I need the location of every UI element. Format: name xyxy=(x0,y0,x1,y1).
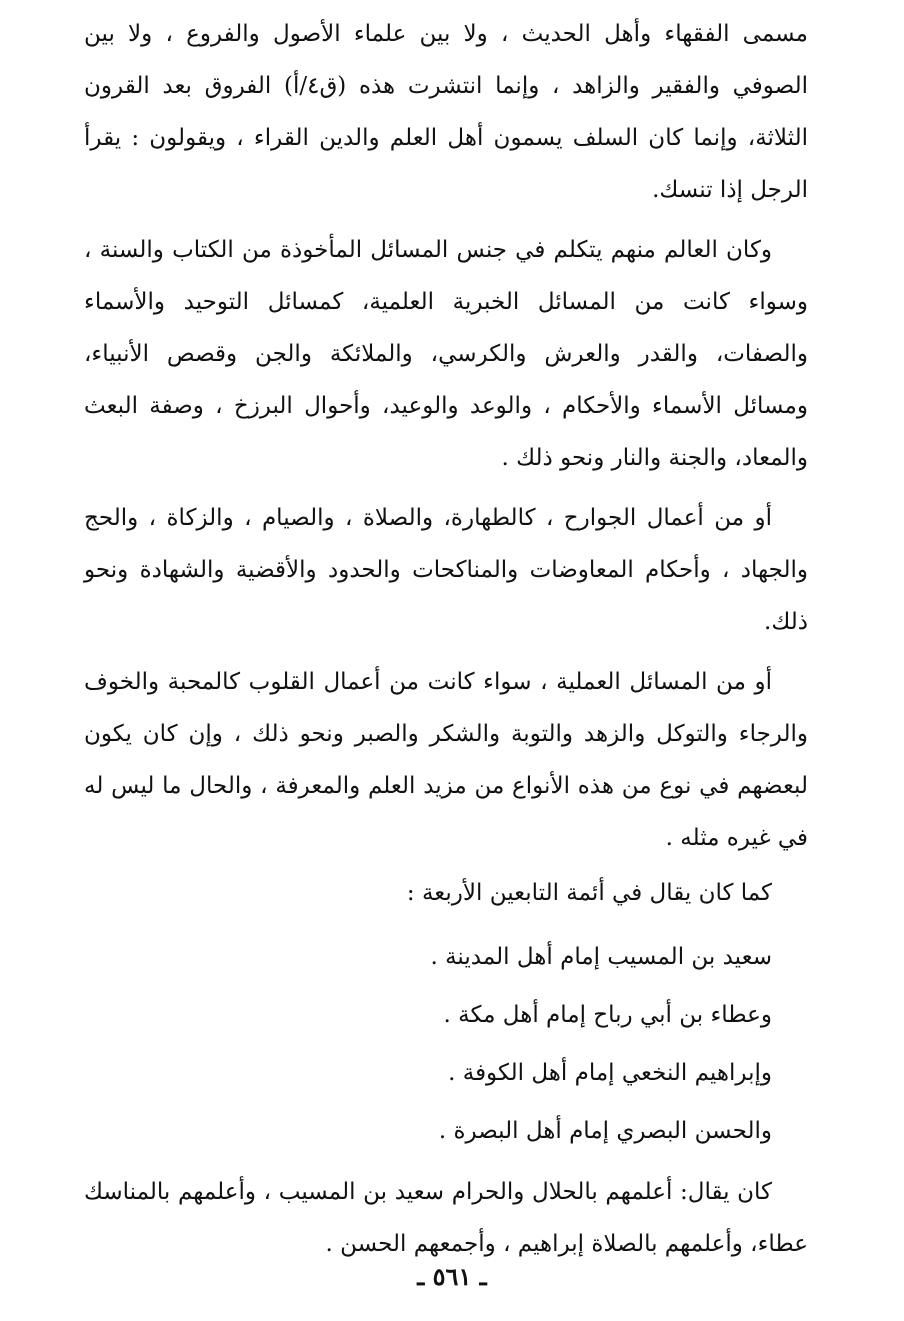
list-item: وإبراهيم النخعي إمام أهل الكوفة . xyxy=(448,1060,772,1086)
paragraph-1: مسمى الفقهاء وأهل الحديث ، ولا بين علماء الأصول والفروع ، ولا بين الصوفي والفقير والزاهد ، وإنما انتشرت هذه (ق٤/أ) الفروق بعد القرون الثلاثة، وإنما كان السلف يسمون أهل العلم والدين القراء ، ويقولون : يقرأ الرجل إذا تنسك. xyxy=(84,21,808,203)
paragraph-6: كان يقال: أعلمهم بالحلال والحرام سعيد بن المسيب ، وأعلمهم بالمناسك عطاء، وأعلمهم بالصلاة إبراهيم ، وأجمعهم الحسن . xyxy=(84,1179,808,1257)
paragraph-2: وكان العالم منهم يتكلم في جنس المسائل المأخوذة من الكتاب والسنة ، وسواء كانت من المسائل الخبرية العلمية، كمسائل التوحيد والأسماء والصفات، والقدر والعرش والكرسي، والملائكة والجن وقصص الأنبياء، ومسائل الأسماء والأحكام ، والوعد والوعيد، وأحوال البرزخ ، وصفة البعث والمعاد، والجنة والنار ونحو ذلك . xyxy=(84,237,808,471)
imams-list xyxy=(84,928,808,1160)
list-item: وعطاء بن أبي رباح إمام أهل مكة . xyxy=(443,1002,772,1028)
paragraph-3: أو من أعمال الجوارح ، كالطهارة، والصلاة ، والصيام ، والزكاة ، والحج والجهاد ، وأحكام المعاوضات والمناكحات والحدود والأقضية والشهادة ونحو ذلك. xyxy=(84,505,808,635)
imams-intro: كما كان يقال في أئمة التابعين الأربعة : xyxy=(406,880,772,906)
paragraph-4: أو من المسائل العملية ، سواء كانت من أعمال القلوب كالمحبة والخوف والرجاء والتوكل والزهد والتوبة والشكر والصبر ونحو ذلك ، وإن كان يكون لبعضهم في نوع من هذه الأنواع من مزيد العلم والمعرفة ، والحال ما ليس له في غيره مثله . xyxy=(84,669,808,851)
page-number: ـ ٥٦١ ـ xyxy=(417,1262,487,1291)
list-item: سعيد بن المسيب إمام أهل المدينة . xyxy=(430,944,772,970)
page-body xyxy=(84,8,808,1270)
list-item: والحسن البصري إمام أهل البصرة . xyxy=(438,1118,772,1144)
